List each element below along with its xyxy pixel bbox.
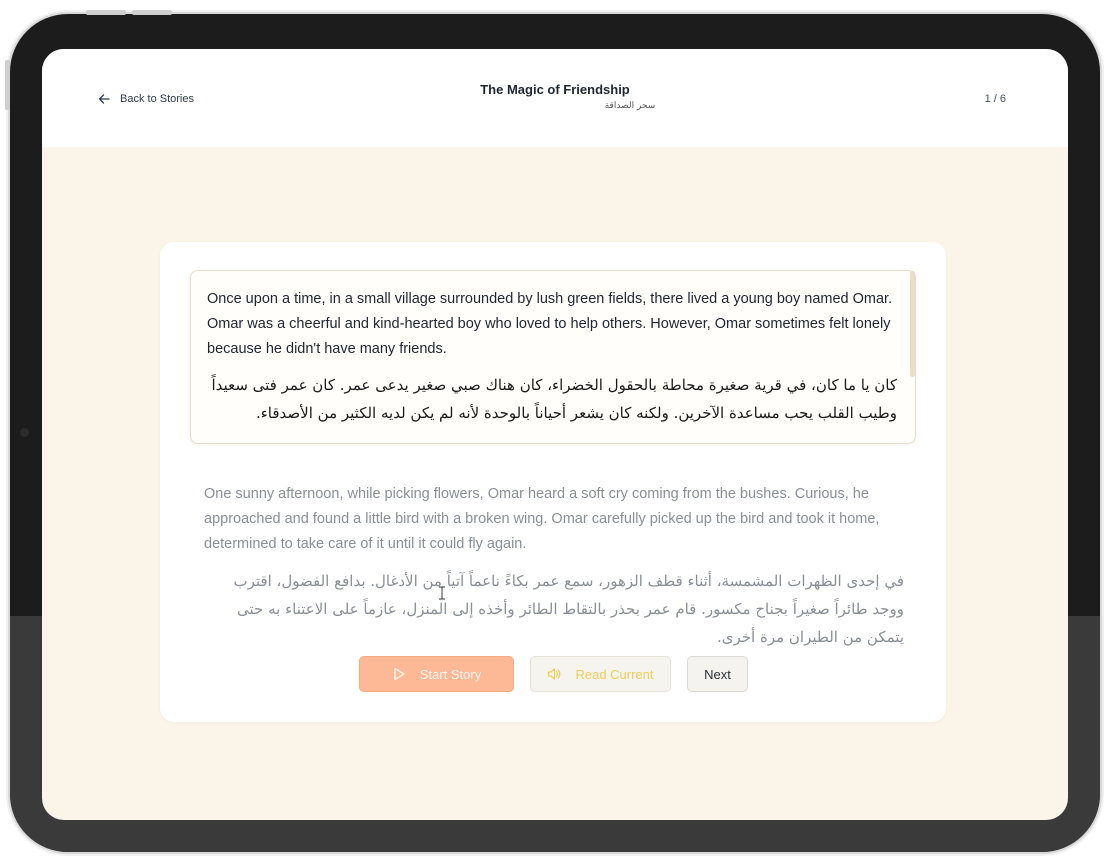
app-screen <box>42 49 1068 820</box>
next-button[interactable] <box>687 656 748 692</box>
start-story-button[interactable] <box>359 656 514 692</box>
current-paragraph-english: Once upon a time, in a small village surrounded by lush green fields, there lived a young boy named Omar. Omar was a cheerful and kind-hearted boy who loved to help others. However, Omar sometimes felt lonely because he didn't have many friends. <box>207 291 893 357</box>
start-story-label: Start Story <box>419 666 482 682</box>
next-label: Next <box>704 666 731 682</box>
text-cursor-icon <box>438 586 446 600</box>
back-link-label: Back to Stories <box>120 93 194 105</box>
tablet-button <box>86 10 126 15</box>
read-current-label: Read Current <box>575 666 654 682</box>
tablet-button <box>132 10 172 15</box>
current-paragraph[interactable] <box>190 270 916 444</box>
tablet-camera <box>20 428 29 437</box>
tablet-button <box>5 60 10 110</box>
next-paragraph-english: One sunny afternoon, while picking flowers, Omar heard a soft cry coming from the bushes. Curious, he approached and found a little bird with a broken wing. Omar carefully picked up the bird and took it home, determined to take care of it until it could fly again. <box>204 486 880 552</box>
story-card <box>160 242 946 722</box>
next-paragraph-arabic: في إحدى الظهرات المشمسة، أثناء قطف الزهور، سمع عمر بكاءً ناعماً آتياً من الأدغال. بدافع الفضول، اقترب ووجد طائراً صغيراً بجناح مكسور. قام عمر بحذر بالتقاط الطائر وأخذه إلى المنزل، عازماً على الاعتناء به حتى يتمكن من الطيران مرة أخرى. <box>233 572 904 646</box>
play-icon <box>392 667 406 681</box>
header-bar <box>42 49 1068 147</box>
current-paragraph-arabic: كان يا ما كان، في قرية صغيرة محاطة بالحقول الخضراء، كان هناك صبي صغير يدعى عمر. كان عمر فتى سعيداً وطيب القلب يحب مساعدة الآخرين. ولكنه كان يشعر أحياناً بالوحدة لأنه لم يكن لديه الكثير من الأصدقاء. <box>211 376 897 422</box>
read-current-button[interactable] <box>530 656 671 692</box>
scrollbar-thumb[interactable] <box>910 271 915 377</box>
page-counter: 1 / 6 <box>984 93 1006 105</box>
story-title-arabic: سحر الصداقة <box>604 101 656 111</box>
speaker-icon <box>547 667 561 681</box>
story-title-block <box>42 82 1068 111</box>
story-title: The Magic of Friendship <box>480 82 630 97</box>
next-paragraph <box>204 482 904 651</box>
